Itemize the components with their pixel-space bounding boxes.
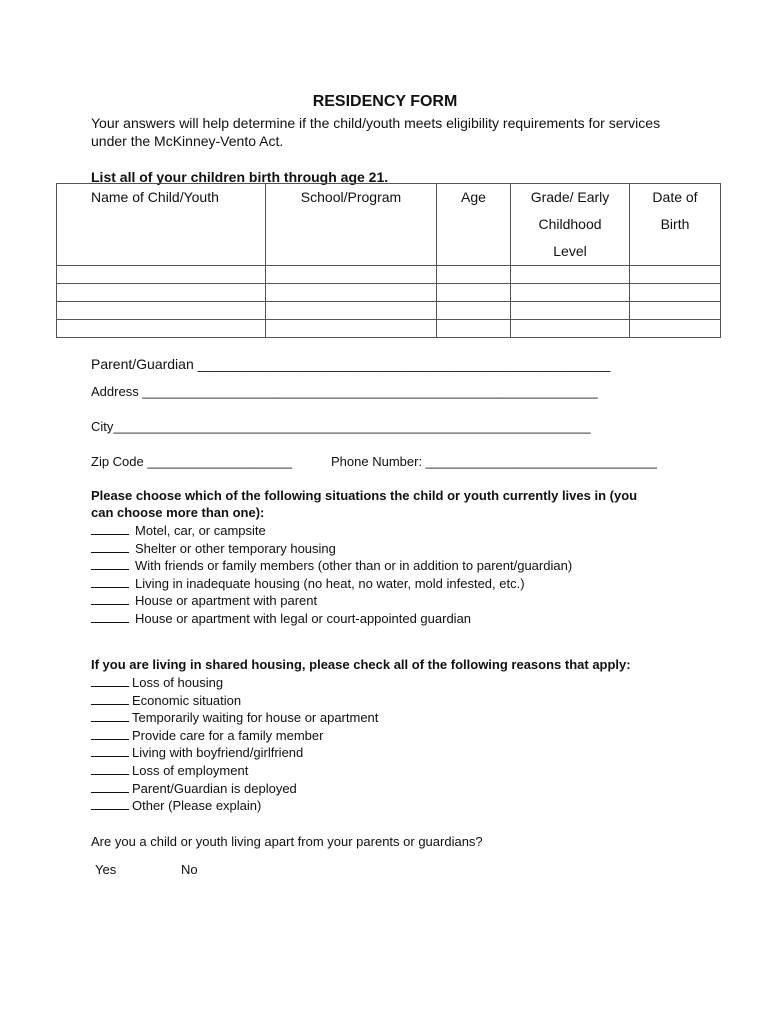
check-blank[interactable] xyxy=(91,593,129,605)
list-item[interactable]: Provide care for a family member xyxy=(91,727,378,745)
children-table-header xyxy=(57,184,721,266)
check-blank[interactable] xyxy=(91,611,129,623)
check-blank[interactable] xyxy=(91,541,129,553)
list-item[interactable]: Temporarily waiting for house or apartment xyxy=(91,709,378,727)
cell-age[interactable] xyxy=(437,302,511,320)
table-row[interactable] xyxy=(57,302,721,320)
header-dob: Date of Birth xyxy=(630,184,721,266)
form-intro: Your answers will help determine if the child/youth meets eligibility requirements for services under the McKinney-Vento Act. xyxy=(91,115,661,149)
shared-housing-heading: If you are living in shared housing, please check all of the following reasons that apply: xyxy=(91,657,631,672)
zip-code-field[interactable]: Zip Code ____________________ xyxy=(91,454,292,469)
list-item[interactable]: Economic situation xyxy=(91,692,378,710)
children-heading: List all of your children birth through age 21. xyxy=(91,169,389,185)
list-item[interactable]: House or apartment with legal or court-appointed guardian xyxy=(91,610,572,628)
no-option[interactable]: No xyxy=(181,862,198,877)
cell-age[interactable] xyxy=(437,266,511,284)
check-blank[interactable] xyxy=(91,763,129,775)
cell-name[interactable] xyxy=(57,266,266,284)
cell-school[interactable] xyxy=(266,302,437,320)
cell-school[interactable] xyxy=(266,266,437,284)
cell-name[interactable] xyxy=(57,302,266,320)
yes-option[interactable]: Yes xyxy=(95,862,117,877)
list-item[interactable]: With friends or family members (other than or in addition to parent/guardian) xyxy=(91,557,572,575)
cell-grade[interactable] xyxy=(511,284,630,302)
shared-housing-list xyxy=(91,674,378,815)
cell-grade[interactable] xyxy=(511,266,630,284)
cell-dob[interactable] xyxy=(630,266,721,284)
cell-dob[interactable] xyxy=(630,284,721,302)
cell-name[interactable] xyxy=(57,320,266,338)
cell-school[interactable] xyxy=(266,320,437,338)
cell-dob[interactable] xyxy=(630,302,721,320)
cell-dob[interactable] xyxy=(630,320,721,338)
list-item[interactable]: House or apartment with parent xyxy=(91,592,572,610)
list-item[interactable]: Living with boyfriend/girlfriend xyxy=(91,744,378,762)
check-blank[interactable] xyxy=(91,523,129,535)
header-school: School/Program xyxy=(266,184,437,266)
form-title: RESIDENCY FORM xyxy=(312,93,458,110)
check-blank[interactable] xyxy=(91,675,129,687)
cell-name[interactable] xyxy=(57,284,266,302)
header-name: Name of Child/Youth xyxy=(57,184,266,266)
living-apart-question: Are you a child or youth living apart from your parents or guardians? xyxy=(91,834,483,849)
situations-heading-line-2: can choose more than one): xyxy=(91,505,265,520)
cell-grade[interactable] xyxy=(511,302,630,320)
city-field[interactable]: City__________________________________________________________________ xyxy=(91,419,591,434)
check-blank[interactable] xyxy=(91,693,129,705)
check-blank[interactable] xyxy=(91,745,129,757)
cell-school[interactable] xyxy=(266,284,437,302)
table-row[interactable] xyxy=(57,284,721,302)
table-row[interactable] xyxy=(57,320,721,338)
check-blank[interactable] xyxy=(91,576,129,588)
list-item[interactable]: Living in inadequate housing (no heat, no water, mold infested, etc.) xyxy=(91,575,572,593)
check-blank[interactable] xyxy=(91,781,129,793)
list-item[interactable]: Loss of housing xyxy=(91,674,378,692)
list-item[interactable]: Loss of employment xyxy=(91,762,378,780)
header-age: Age xyxy=(437,184,511,266)
children-table xyxy=(56,183,721,338)
list-item[interactable]: Other (Please explain) xyxy=(91,797,378,815)
check-blank[interactable] xyxy=(91,728,129,740)
cell-age[interactable] xyxy=(437,284,511,302)
check-blank[interactable] xyxy=(91,558,129,570)
address-field[interactable]: Address _______________________________________________________________ xyxy=(91,384,598,399)
phone-number-field[interactable]: Phone Number: ________________________________ xyxy=(331,454,658,469)
cell-age[interactable] xyxy=(437,320,511,338)
check-blank[interactable] xyxy=(91,710,129,722)
check-blank[interactable] xyxy=(91,798,129,810)
situations-list xyxy=(91,522,572,628)
list-item[interactable]: Motel, car, or campsite xyxy=(91,522,572,540)
list-item[interactable]: Parent/Guardian is deployed xyxy=(91,780,378,798)
situations-heading-line-1: Please choose which of the following situations the child or youth currently lives in (you xyxy=(91,488,638,503)
cell-grade[interactable] xyxy=(511,320,630,338)
header-grade: Grade/ Early Childhood Level xyxy=(511,184,630,266)
list-item[interactable]: Shelter or other temporary housing xyxy=(91,540,572,558)
parent-guardian-field[interactable]: Parent/Guardian _____________________________________________________ xyxy=(91,356,611,372)
table-row[interactable] xyxy=(57,266,721,284)
